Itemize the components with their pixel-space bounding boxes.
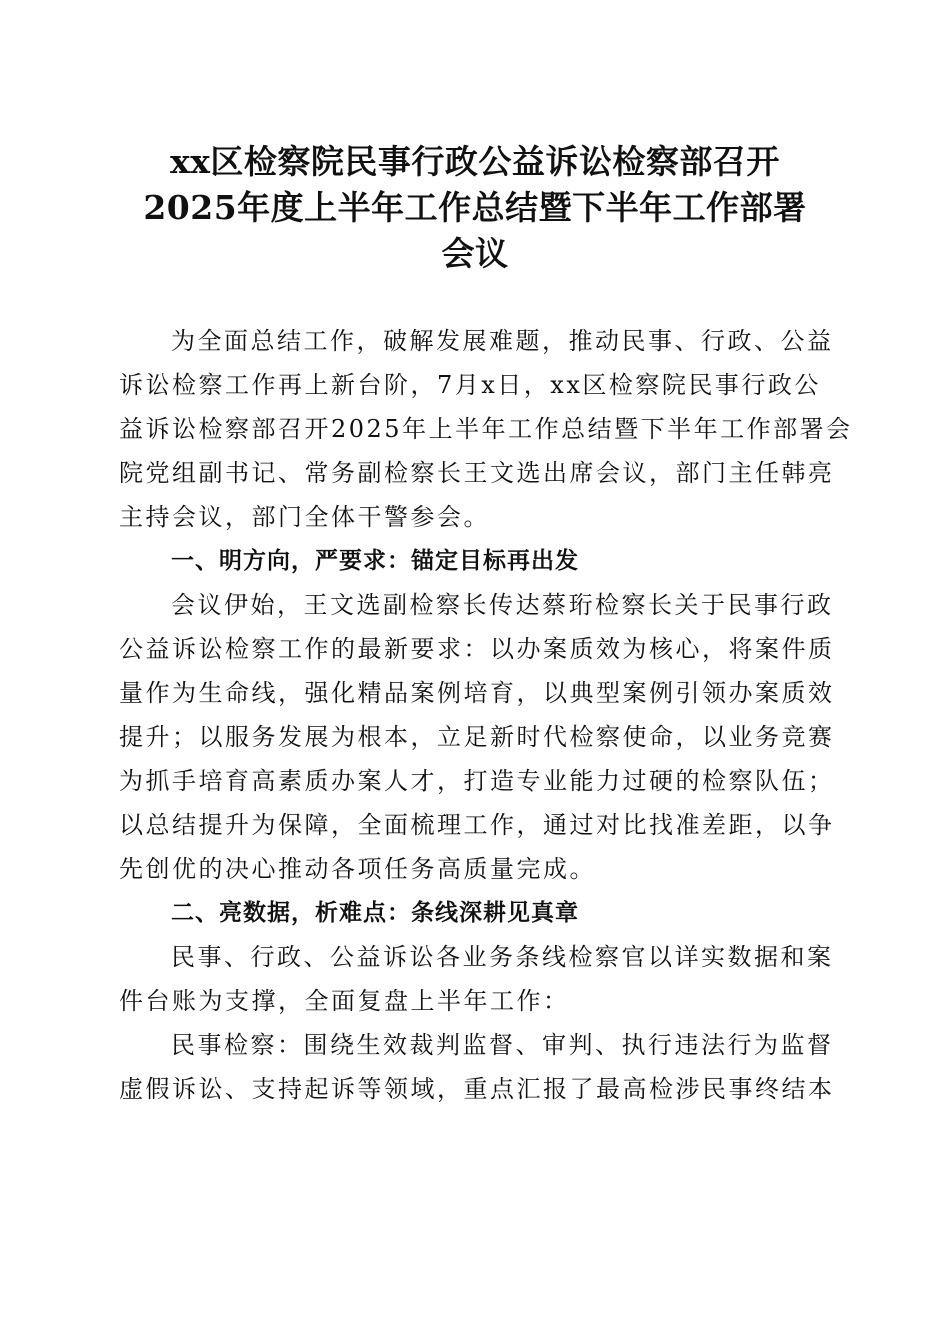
title-line-3: 会议: [441, 234, 509, 273]
text-line: 主持会议，部门全体干警参会。: [119, 503, 490, 531]
text-line: 益诉讼检察部召开2025年上半年工作总结暨下半年工作部署会: [119, 415, 853, 443]
text-line: 为抓手培育高素质办案人才，打造专业能力过硬的检察队伍；: [119, 767, 835, 795]
document-body: [119, 319, 853, 1111]
section-heading-2: 二、亮数据，析难点：条线深耕见真章: [171, 900, 579, 926]
text-line: 先创优的决心推动各项任务高质量完成。: [119, 855, 596, 883]
paragraph-section-2-intro: [119, 935, 834, 1023]
text-line: 民事检察：围绕生效裁判监督、审判、执行违法行为监督: [171, 1031, 834, 1059]
paragraph-section-1: [119, 583, 834, 891]
text-line: 民事、行政、公益诉讼各业务条线检察官以详实数据和案: [171, 943, 834, 971]
title-line-1: xx区检察院民事行政公益诉讼检察部召开: [170, 142, 780, 181]
text-line: 量作为生命线，强化精品案例培育，以典型案例引领办案质效: [119, 679, 835, 707]
text-line: 件台账为支撑，全面复盘上半年工作：: [119, 987, 570, 1015]
text-line: 院党组副书记、常务副检察长王文选出席会议，部门主任韩亮: [119, 459, 835, 487]
document-title: [110, 139, 840, 277]
text-line: 虚假诉讼、支持起诉等领域，重点汇报了最高检涉民事终结本: [119, 1075, 835, 1103]
text-line: 以总结提升为保障，全面梳理工作，通过对比找准差距，以争: [119, 811, 835, 839]
text-line: 为全面总结工作，破解发展难题，推动民事、行政、公益: [171, 327, 834, 355]
text-line: 诉讼检察工作再上新台阶，7月x日，xx区检察院民事行政公: [119, 371, 821, 399]
paragraph-civil-procuratorate: [119, 1023, 834, 1111]
text-line: 会议伊始，王文选副检察长传达蔡珩检察长关于民事行政: [171, 591, 834, 619]
text-line: 公益诉讼检察工作的最新要求：以办案质效为核心，将案件质: [119, 635, 835, 663]
title-line-2: 2025年度上半年工作总结暨下半年工作部署: [143, 188, 807, 227]
text-line: 提升；以服务发展为根本，立足新时代检察使命，以业务竞赛: [119, 723, 835, 751]
paragraph-intro: [119, 319, 853, 539]
section-heading-1: 一、明方向，严要求：锚定目标再出发: [171, 548, 579, 574]
